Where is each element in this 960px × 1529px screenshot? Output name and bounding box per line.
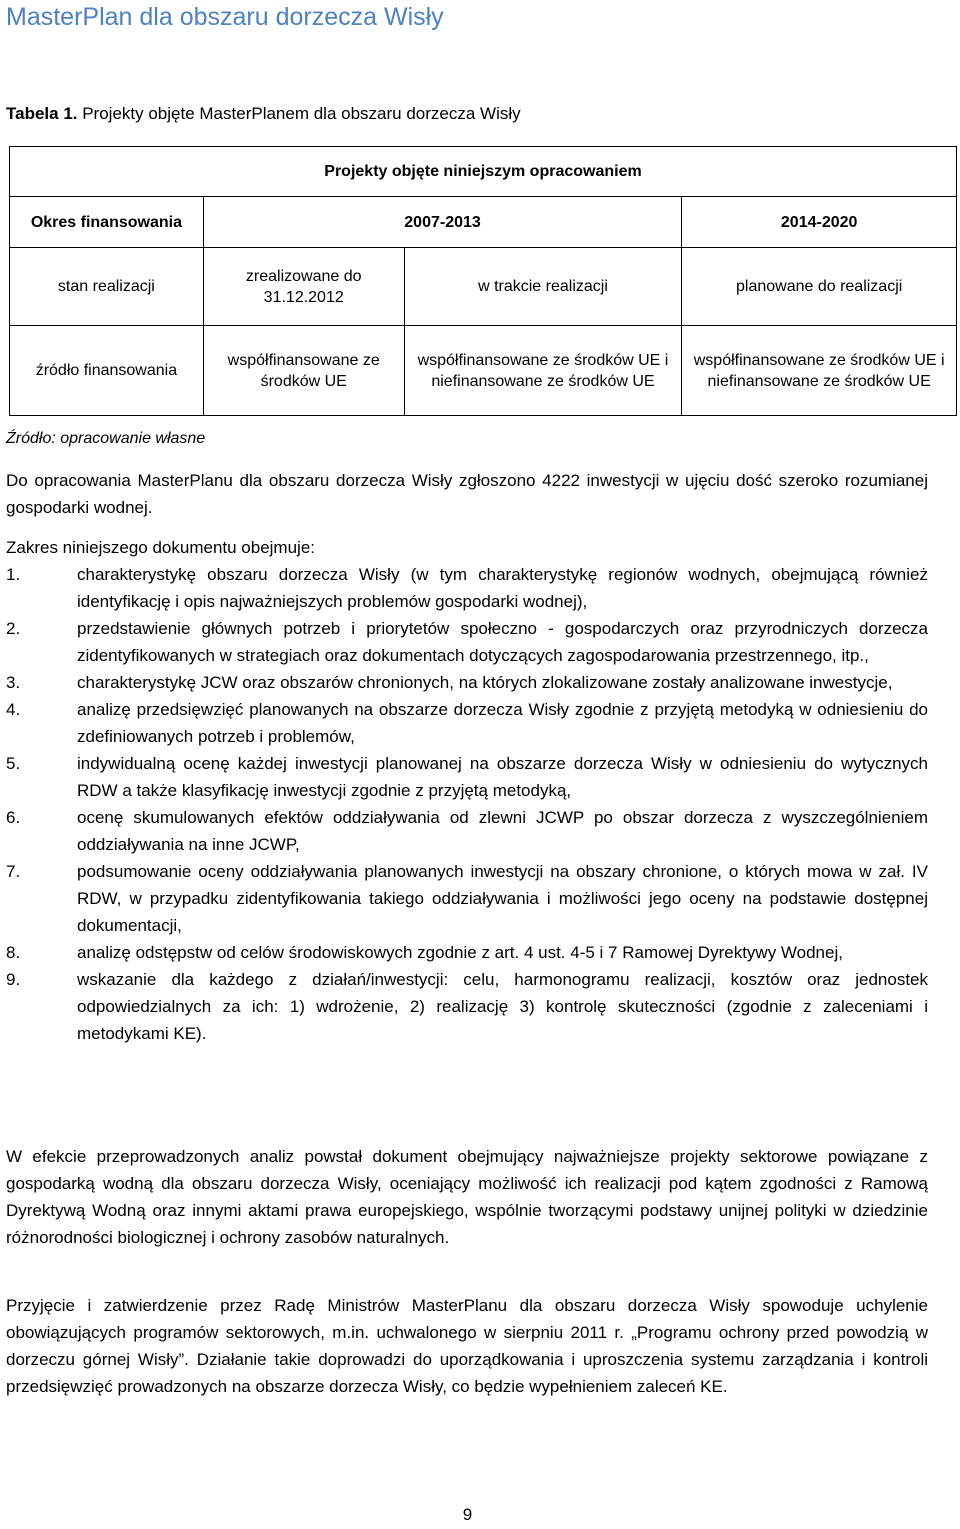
cell-source-2: współfinansowane ze środków UE i niefinansowane ze środków UE (404, 326, 682, 416)
table-row-status (10, 248, 957, 326)
effect-paragraph: W efekcie przeprowadzonych analiz powstał dokument obejmujący najważniejsze projekty sektorowe powiązane z gospodarką wodną dla obszaru dorzecza Wisły, oceniający możliwość ich realizacji pod kątem zgodności z Ramową Dyrektywą Wodną oraz innymi aktami prawa europejskiego, wspólnie tworzącymi podstawy unijnej polityki w dziedzinie różnorodności biologicznej i ochrony zasobów naturalnych. (6, 1147, 928, 1247)
list-item-text: indywidualną ocenę każdej inwestycji planowanej na obszarze dorzecza Wisły w odniesieniu do wytycznych RDW a także klasyfikację inwestycji zgodnie z przyjętą metodyką, (77, 754, 928, 800)
intro-paragraph: Do opracowania MasterPlanu dla obszaru dorzecza Wisły zgłoszono 4222 inwestycji w ujęciu dość szeroko rozumianej gospodarki wodnej. (6, 471, 928, 517)
list-item (6, 939, 928, 966)
list-item-text: analizę przedsięwzięć planowanych na obszarze dorzecza Wisły zgodnie z przyjętą metodyką w odniesieniu do zdefiniowanych potrzeb i problemów, (77, 700, 928, 746)
table-heading: Projekty objęte niniejszym opracowaniem (10, 147, 957, 197)
list-item-number: 7. (6, 862, 21, 881)
list-item-text: ocenę skumulowanych efektów oddziaływania od zlewni JCWP po obszar dorzecza z wyszczególnieniem oddziaływania na inne JCWP, (77, 808, 928, 854)
source-note: Źródło: opracowanie własne (6, 430, 206, 447)
list-item-text: podsumowanie oceny oddziaływania planowanych inwestycji na obszary chronione, o których mowa w zał. IV RDW, w przypadku zidentyfikowania takiego oddziaływania i możliwości jego oceny na podstawie dostępnej dokumentacji, (77, 862, 928, 935)
list-item-text: analizę odstępstw od celów środowiskowych zgodnie z art. 4 ust. 4-5 i 7 Ramowej Dyrektywy Wodnej, (77, 943, 843, 962)
list-item-number: 8. (6, 943, 21, 962)
cell-status-planned: planowane do realizacji (682, 248, 957, 326)
list-item-number: 9. (6, 970, 21, 989)
list-item-text: charakterystykę JCW oraz obszarów chronionych, na których zlokalizowane zostały analizowane inwestycje, (77, 673, 893, 692)
list-item-number: 5. (6, 754, 21, 773)
list-item-text: wskazanie dla każdego z działań/inwestycji: celu, harmonogramu realizacji, kosztów oraz jednostek odpowiedzialnych za ich: 1) wdrożenie, 2) realizację 3) kontrolę skuteczności (zgodnie z zaleceniami i metodykami KE). (77, 970, 928, 1043)
cell-source-3: współfinansowane ze środków UE i niefinansowane ze środków UE (682, 326, 957, 416)
table-caption (6, 103, 521, 125)
cell-status-ongoing: w trakcie realizacji (404, 248, 682, 326)
cell-source-label: źródło finansowania (10, 326, 204, 416)
list-item (6, 696, 928, 750)
list-item-number: 1. (6, 565, 21, 584)
list-item (6, 615, 928, 669)
list-item-number: 4. (6, 700, 21, 719)
list-item (6, 750, 928, 804)
list-item (6, 669, 928, 696)
cell-period-label: Okres finansowania (10, 197, 204, 248)
list-item (6, 561, 928, 615)
list-item-number: 6. (6, 808, 21, 827)
projects-table (9, 146, 957, 416)
cell-period-1: 2007-2013 (203, 197, 682, 248)
list-item-number: 2. (6, 619, 21, 638)
adoption-paragraph: Przyjęcie i zatwierdzenie przez Radę Ministrów MasterPlanu dla obszaru dorzecza Wisły spowoduje uchylenie obowiązujących programów sektorowych, m.in. uchwalonego w sierpniu 2011 r. „Programu ochrony przed powodzią w dorzeczu górnej Wisły”. Działanie takie doprowadzi do uporządkowania i uproszczenia systemu zarządzania i kontroli przedsięwzięć prowadzonych na obszarze dorzecza Wisły, co będzie wypełnieniem zaleceń KE. (6, 1296, 928, 1396)
list-item (6, 966, 928, 1047)
page-number: 9 (462, 1505, 473, 1524)
cell-status-label: stan realizacji (10, 248, 204, 326)
list-item-number: 3. (6, 673, 21, 692)
list-item (6, 804, 928, 858)
cell-status-done: zrealizowane do 31.12.2012 (203, 248, 404, 326)
scope-list (6, 561, 928, 1047)
list-item (6, 858, 928, 939)
table-caption-label: Tabela 1. (6, 104, 78, 123)
page-header-title: MasterPlan dla obszaru dorzecza Wisły (6, 3, 444, 31)
list-item-text: przedstawienie głównych potrzeb i priorytetów społeczno - gospodarczych oraz przyrodniczych dorzecza zidentyfikowanych w strategiach oraz dokumentach dotyczących zagospodarowania przestrzennego, itp., (77, 619, 928, 665)
table-heading-row (10, 147, 957, 197)
cell-source-1: współfinansowane ze środków UE (203, 326, 404, 416)
table-caption-text: Projekty objęte MasterPlanem dla obszaru dorzecza Wisły (77, 104, 521, 123)
table-row-source (10, 326, 957, 416)
scope-heading: Zakres niniejszego dokumentu obejmuje: (6, 538, 316, 557)
list-item-text: charakterystykę obszaru dorzecza Wisły (w tym charakterystykę regionów wodnych, obejmującą również identyfikację i opis najważniejszych problemów gospodarki wodnej), (77, 565, 928, 611)
table-row-period (10, 197, 957, 248)
cell-period-2: 2014-2020 (682, 197, 957, 248)
